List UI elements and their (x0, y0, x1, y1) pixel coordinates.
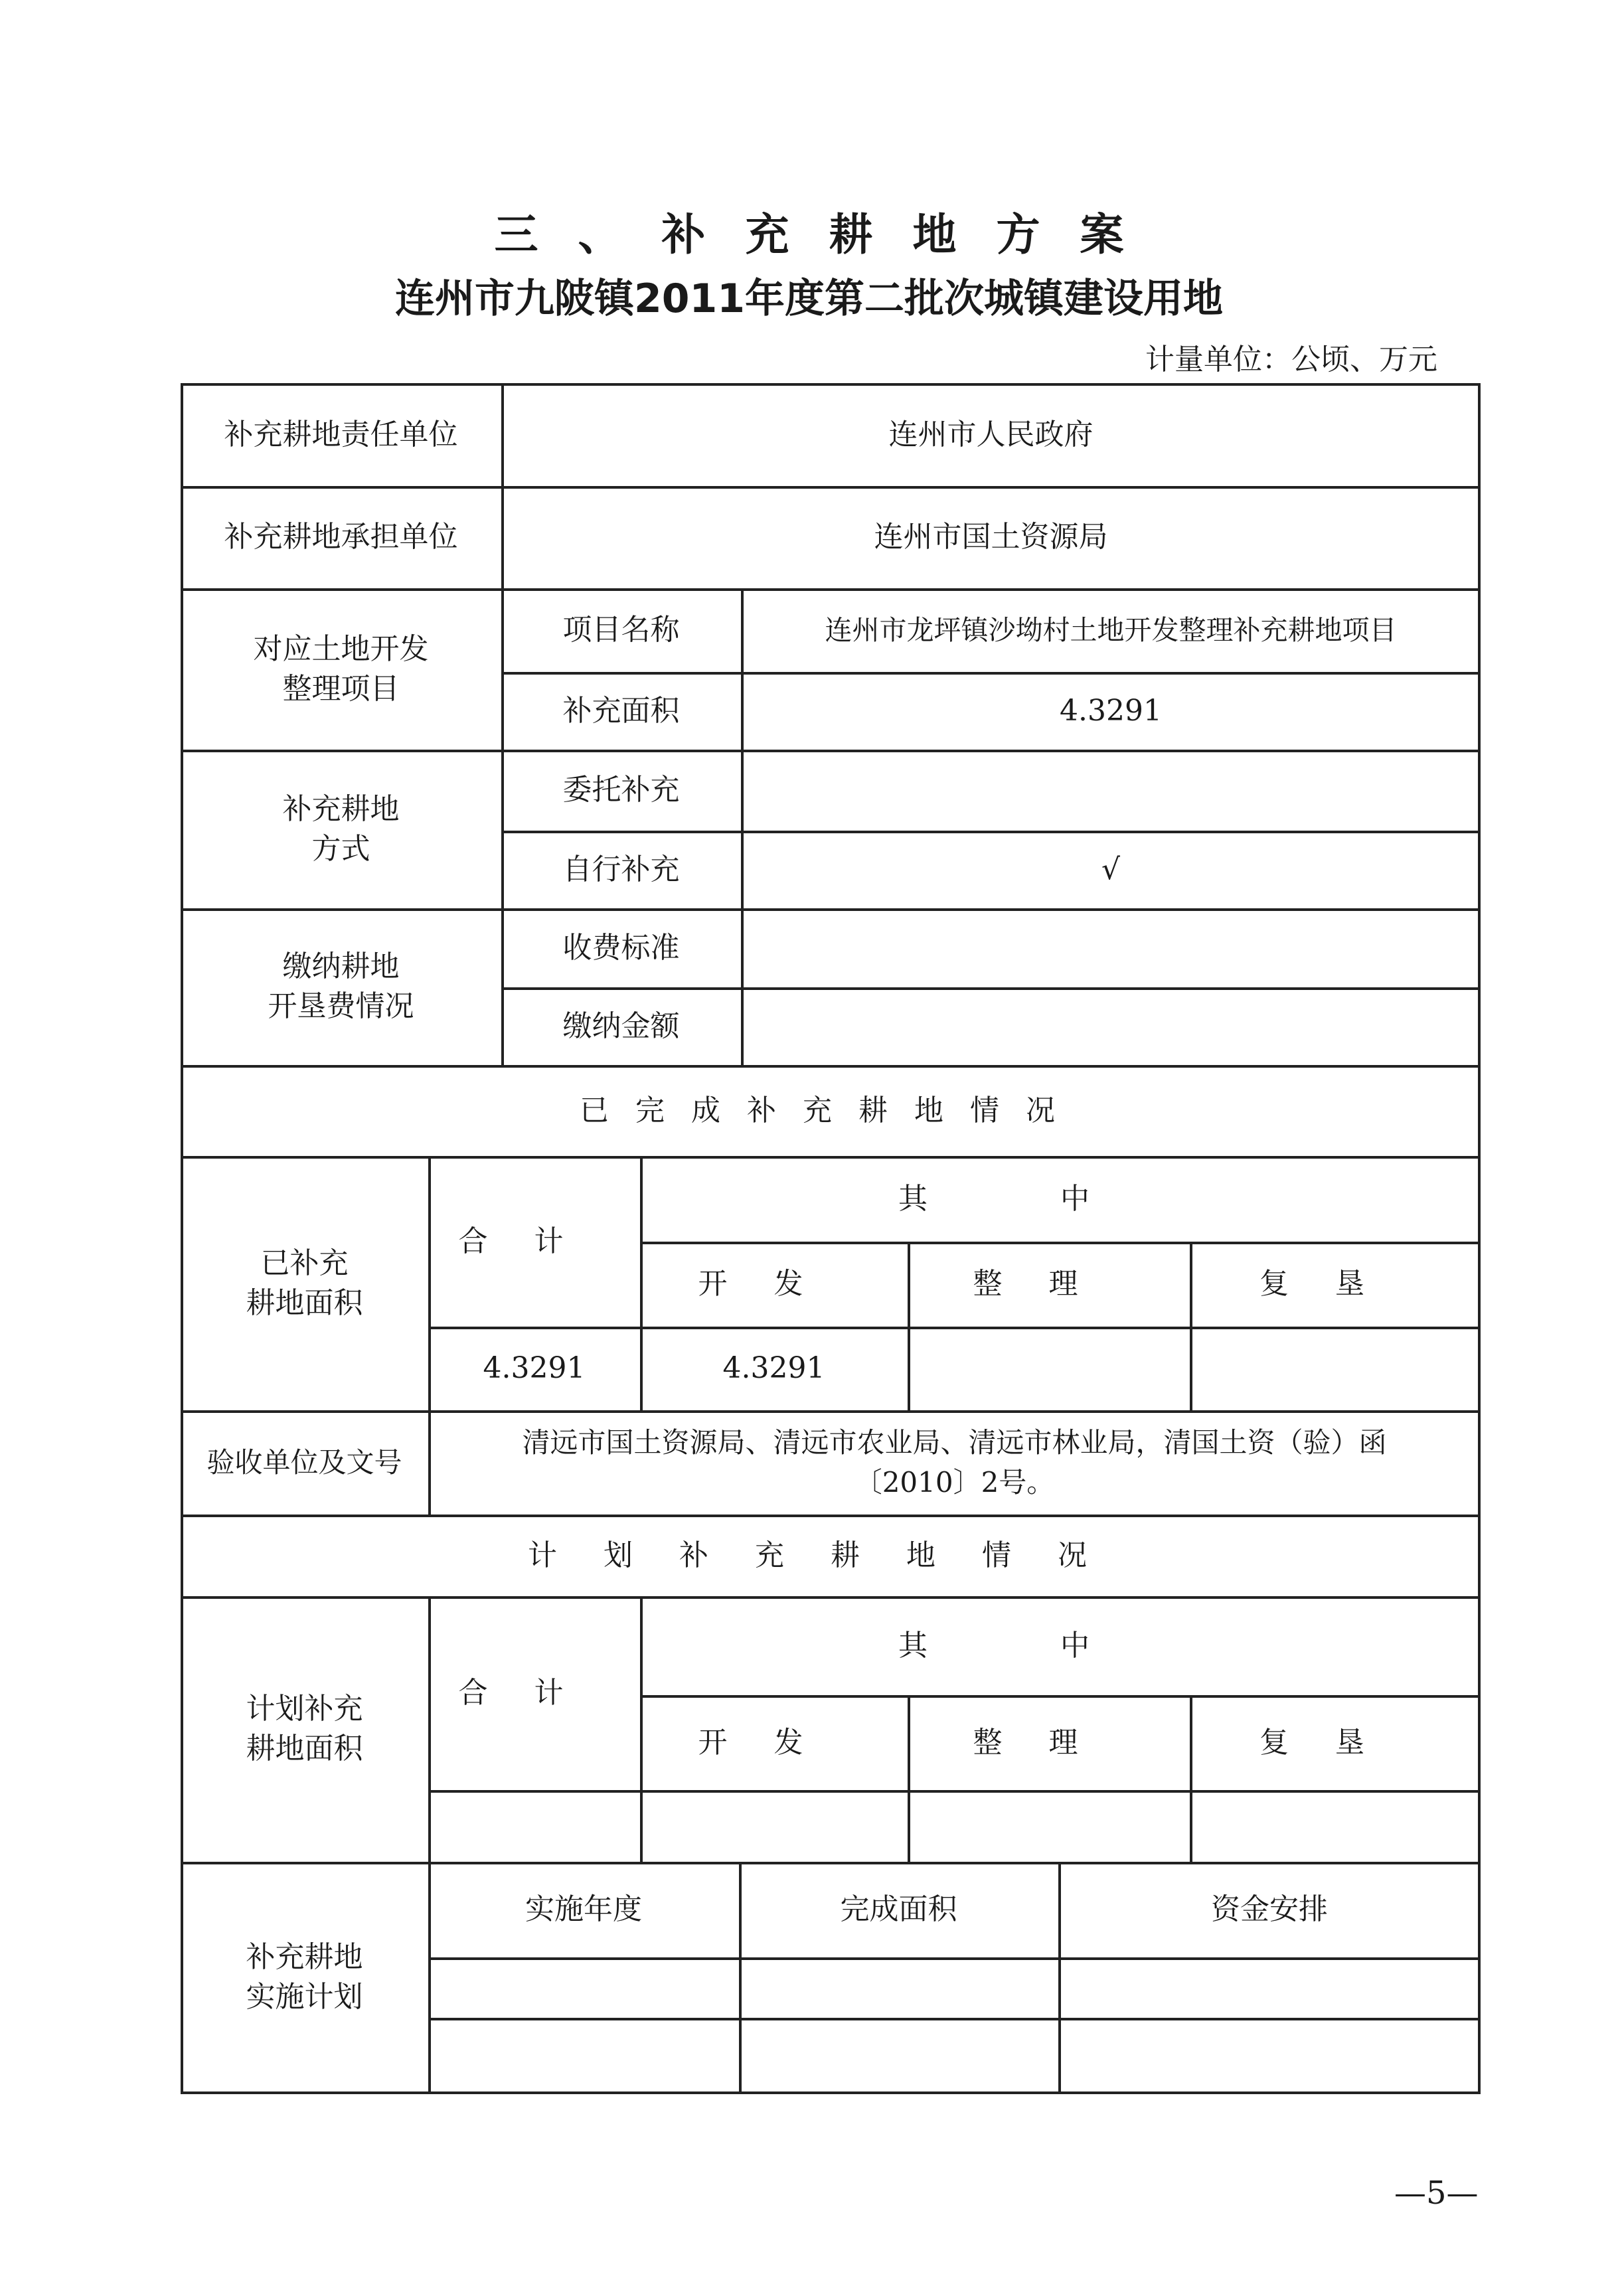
row-line (428, 1790, 1481, 1793)
planned-section-title: 计划补充耕地情况 (528, 1538, 1133, 1572)
page-number: —5— (1394, 2174, 1479, 2212)
completed-group-label (181, 1156, 428, 1410)
completed-total-value: 4.3291 (483, 1351, 586, 1385)
label-line: 计划补充 (246, 1692, 363, 1726)
acceptance-line: 〔2010〕2号。 (854, 1465, 1055, 1499)
label-line: 补充耕地 (246, 1940, 363, 1974)
label-line: 对应土地开发 (253, 631, 429, 666)
supplement-area-value: 4.3291 (1060, 693, 1162, 728)
responsible-unit-value: 连州市人民政府 (888, 417, 1093, 451)
label-line: 实施计划 (246, 1980, 363, 2014)
completed-develop-header: 开发 (698, 1267, 850, 1301)
planned-reclaim-header: 复垦 (1259, 1725, 1411, 1760)
fee-group-label (181, 908, 501, 1065)
label-line: 缴纳耕地 (282, 949, 400, 983)
acceptance-line: 清远市国土资源局、清远市农业局、清远市林业局，清国土资（验）函 (522, 1426, 1387, 1459)
completed-develop-value: 4.3291 (722, 1351, 825, 1385)
method-self-checkmark: √ (1101, 852, 1121, 886)
completed-among-header: 其中 (898, 1181, 1222, 1216)
supplement-area-label: 补充面积 (562, 693, 680, 728)
undertaker-unit-label: 补充耕地承担单位 (224, 520, 458, 554)
fee-standard-label: 收费标准 (562, 930, 680, 965)
impl-fund-header: 资金安排 (1211, 1892, 1328, 1926)
row-line (428, 1957, 1481, 1960)
project-name-value: 连州市龙坪镇沙坳村土地开发整理补充耕地项目 (825, 614, 1397, 646)
label-line: 补充耕地 (282, 791, 400, 826)
planned-group-label (181, 1596, 428, 1862)
method-entrust-value (741, 750, 1481, 831)
fee-amount-label: 缴纳金额 (562, 1009, 680, 1043)
document-subtitle: 连州市九陂镇2011年度第二批次城镇建设用地 (395, 276, 1223, 322)
completed-total-header: 合计 (458, 1224, 610, 1258)
completed-section-title: 已完成补充耕地情况 (580, 1093, 1082, 1127)
label-line: 耕地面积 (246, 1732, 363, 1765)
method-entrust-label: 委托补充 (562, 773, 680, 807)
method-self-label: 自行补充 (562, 852, 680, 886)
label-line: 开垦费情况 (268, 989, 414, 1023)
planned-consolidate-header: 整理 (973, 1725, 1125, 1760)
planned-among-header: 其中 (898, 1628, 1222, 1663)
impl-area-header: 完成面积 (840, 1892, 957, 1926)
label-line: 已补充 (260, 1246, 349, 1280)
impl-year-header: 实施年度 (525, 1892, 642, 1926)
project-group-label (181, 588, 501, 750)
label-line: 耕地面积 (246, 1285, 363, 1320)
acceptance-value (428, 1410, 1481, 1515)
undertaker-unit-value: 连州市国土资源局 (874, 520, 1108, 554)
project-name-label: 项目名称 (562, 613, 680, 647)
completed-reclaim-header: 复垦 (1259, 1267, 1411, 1301)
supplementary-farmland-table (181, 383, 1481, 2093)
completed-consolidate-header: 整理 (973, 1267, 1125, 1301)
label-line: 方式 (311, 831, 370, 866)
acceptance-label: 验收单位及文号 (206, 1445, 402, 1479)
label-line: 整理项目 (282, 671, 400, 706)
planned-total-header: 合计 (458, 1676, 610, 1710)
method-group-label (181, 750, 501, 908)
responsible-unit-label: 补充耕地责任单位 (224, 417, 458, 451)
unit-note: 计量单位：公顷、万元 (1145, 343, 1437, 376)
row-line (428, 2018, 1481, 2020)
planned-develop-header: 开发 (698, 1725, 850, 1760)
impl-group-label (181, 1862, 428, 2093)
section-title: 三、补充耕地方案 (494, 209, 1164, 260)
